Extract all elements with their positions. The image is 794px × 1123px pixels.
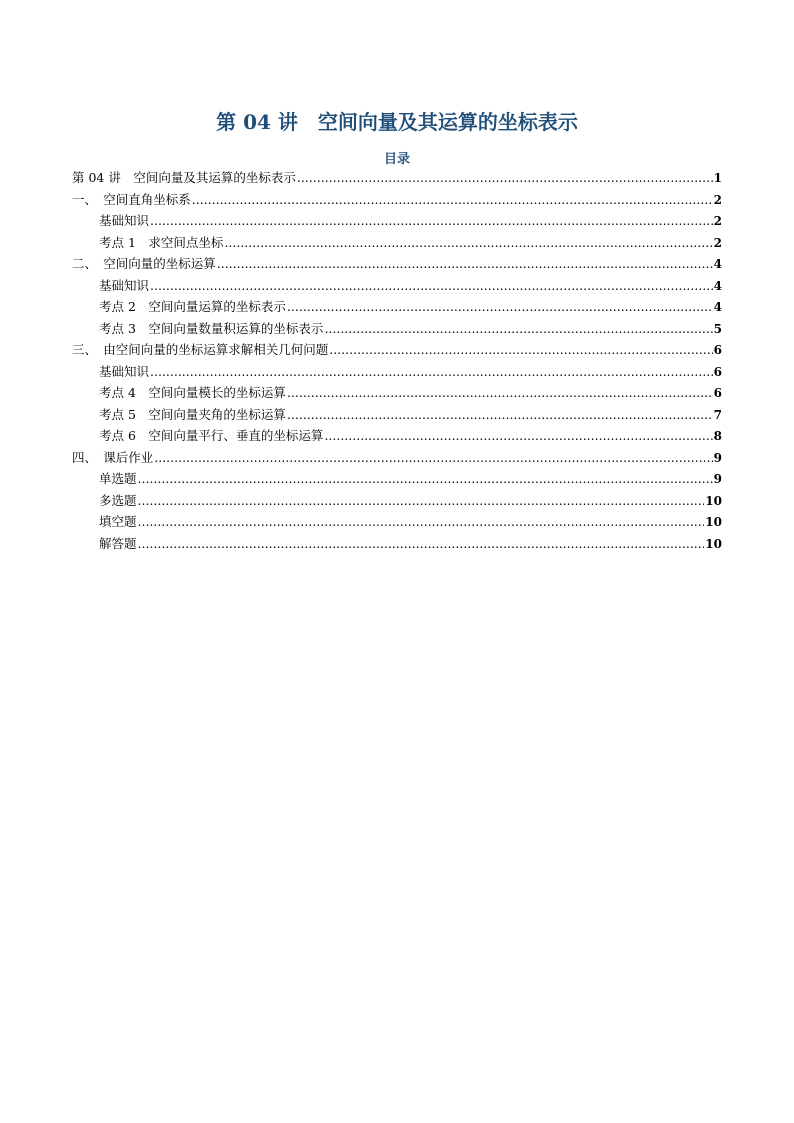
toc-entry-page: 10 xyxy=(705,493,722,508)
toc-entry[interactable] xyxy=(72,425,722,447)
toc-entry-page: 2 xyxy=(713,214,722,228)
toc-entry[interactable] xyxy=(72,490,722,512)
toc-entry-page: 10 xyxy=(705,515,722,529)
toc-leader-dots xyxy=(154,447,712,469)
toc-entry-page: 9 xyxy=(713,472,722,486)
toc-entry[interactable] xyxy=(72,447,722,469)
toc-entry-label: 基础知识 xyxy=(99,277,150,293)
toc-leader-dots xyxy=(329,339,712,361)
toc-leader-dots xyxy=(324,425,712,447)
toc-entry[interactable] xyxy=(72,253,722,275)
toc-entry-label: 基础知识 xyxy=(99,363,150,379)
toc-entry[interactable] xyxy=(72,339,722,361)
toc-entry-page: 5 xyxy=(713,321,722,336)
toc-entry-page: 10 xyxy=(705,536,722,551)
toc-entry-label: 基础知识 xyxy=(99,213,150,228)
toc-entry-label: 考点 1 求空间点坐标 xyxy=(99,234,224,250)
toc-entry-label: 填空题 xyxy=(99,514,137,529)
toc-entry-label: 考点 3 空间向量数量积运算的坐标表示 xyxy=(99,320,324,336)
toc-entry-label: 解答题 xyxy=(99,535,137,551)
toc-entry[interactable] xyxy=(72,511,722,533)
toc-entry-label: 考点 2 空间向量运算的坐标表示 xyxy=(99,299,286,314)
toc-entry-label: 第 04 讲 空间向量及其运算的坐标表示 xyxy=(72,170,296,185)
toc-entry-label: 一、 空间直角坐标系 xyxy=(72,191,191,207)
toc-entry-page: 6 xyxy=(713,364,722,379)
toc-leader-dots xyxy=(287,382,713,404)
toc-entry[interactable] xyxy=(72,167,722,189)
toc-entry[interactable] xyxy=(72,382,722,404)
toc-leader-dots xyxy=(297,167,713,189)
toc-entry[interactable] xyxy=(72,232,722,254)
toc-entry-page: 8 xyxy=(713,429,722,443)
toc-leader-dots xyxy=(192,189,713,211)
toc-entry-label: 三、 由空间向量的坐标运算求解相关几何问题 xyxy=(72,342,329,357)
toc-entry-label: 多选题 xyxy=(99,492,137,508)
table-of-contents xyxy=(72,167,722,554)
toc-entry-page: 1 xyxy=(713,171,722,185)
toc-entry-label: 考点 4 空间向量模长的坐标运算 xyxy=(99,385,286,400)
toc-entry-label: 四、 课后作业 xyxy=(72,449,154,465)
toc-entry-label: 考点 5 空间向量夹角的坐标运算 xyxy=(99,406,286,422)
toc-entry[interactable] xyxy=(72,318,722,340)
toc-entry[interactable] xyxy=(72,275,722,297)
toc-entry-page: 6 xyxy=(713,343,722,357)
toc-entry[interactable] xyxy=(72,533,722,555)
toc-entry-page: 2 xyxy=(713,235,722,250)
toc-entry-page: 9 xyxy=(713,450,722,465)
toc-leader-dots xyxy=(287,296,713,318)
toc-entry-page: 7 xyxy=(713,407,722,422)
toc-entry[interactable] xyxy=(72,210,722,232)
toc-entry-page: 2 xyxy=(713,192,722,207)
toc-leader-dots xyxy=(287,404,713,426)
toc-entry-page: 4 xyxy=(713,257,722,271)
toc-leader-dots xyxy=(138,533,705,555)
toc-heading: 目录 xyxy=(383,152,410,167)
toc-leader-dots xyxy=(324,318,712,340)
toc-leader-dots xyxy=(138,511,705,533)
toc-leader-dots xyxy=(150,275,713,297)
toc-leader-dots xyxy=(150,361,713,383)
toc-leader-dots xyxy=(150,210,713,232)
toc-entry[interactable] xyxy=(72,296,722,318)
toc-entry-label: 单选题 xyxy=(99,471,137,486)
toc-leader-dots xyxy=(138,468,713,490)
toc-entry-label: 二、 空间向量的坐标运算 xyxy=(72,256,216,271)
toc-entry[interactable] xyxy=(72,468,722,490)
toc-entry[interactable] xyxy=(72,361,722,383)
toc-entry-page: 4 xyxy=(713,278,722,293)
toc-entry-page: 6 xyxy=(713,386,722,400)
toc-leader-dots xyxy=(138,490,705,512)
toc-entry-label: 考点 6 空间向量平行、垂直的坐标运算 xyxy=(99,428,324,443)
toc-leader-dots xyxy=(224,232,712,254)
toc-leader-dots xyxy=(217,253,713,275)
toc-entry-page: 4 xyxy=(713,300,722,314)
document-title: 第 04 讲 空间向量及其运算的坐标表示 xyxy=(216,110,578,134)
toc-entry[interactable] xyxy=(72,404,722,426)
toc-entry[interactable] xyxy=(72,189,722,211)
